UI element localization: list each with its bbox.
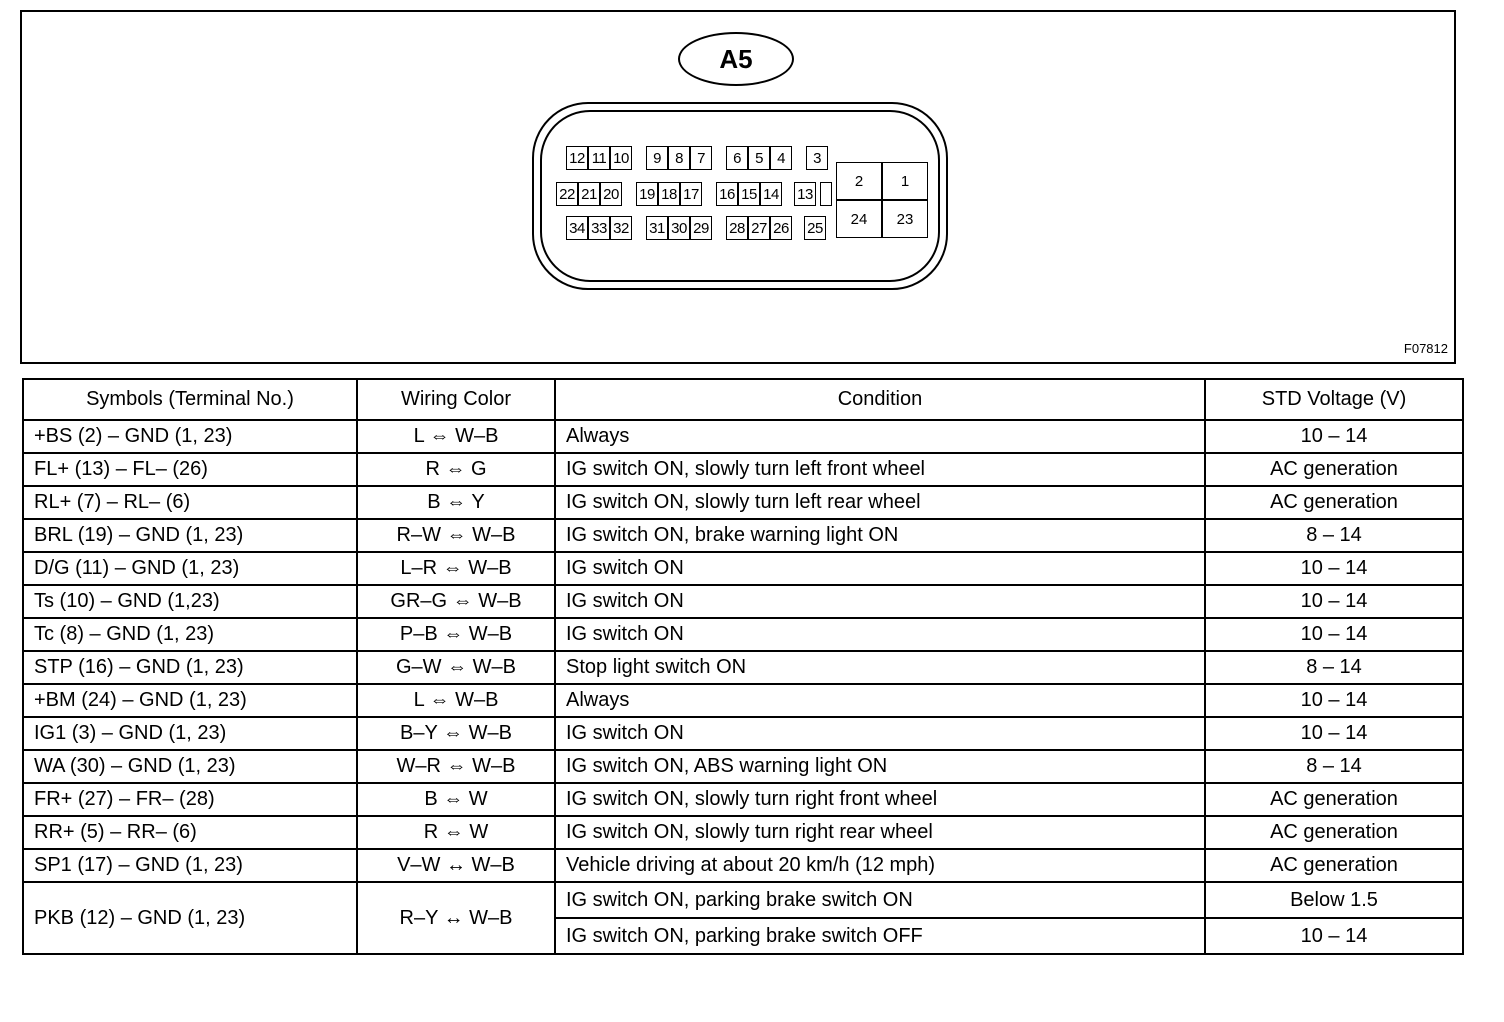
pin-33: 33 <box>588 216 610 240</box>
pin-16: 16 <box>716 182 738 206</box>
cell-std-voltage: 8 – 14 <box>1205 519 1463 552</box>
pkb-wiring-color: R–Y ↔ W–B <box>357 882 555 954</box>
cell-condition: IG switch ON <box>555 585 1205 618</box>
table-row <box>23 717 1463 750</box>
cell-wiring-color: L ⇔ W–B <box>357 684 555 717</box>
cell-wiring-color: G–W ⇔ W–B <box>357 651 555 684</box>
pin-11: 11 <box>588 146 610 170</box>
cell-std-voltage: 8 – 14 <box>1205 651 1463 684</box>
cell-std-voltage: AC generation <box>1205 849 1463 882</box>
table-body <box>23 420 1463 954</box>
cell-symbol: Tc (8) – GND (1, 23) <box>23 618 357 651</box>
table-header-row <box>23 379 1463 420</box>
cell-std-voltage: AC generation <box>1205 816 1463 849</box>
pin-15: 15 <box>738 182 760 206</box>
table-row <box>23 486 1463 519</box>
table-row <box>23 585 1463 618</box>
cell-std-voltage: AC generation <box>1205 486 1463 519</box>
pin-19: 19 <box>636 182 658 206</box>
cell-std-voltage: 10 – 14 <box>1205 585 1463 618</box>
cell-condition: IG switch ON, slowly turn right front wheel <box>555 783 1205 816</box>
cell-wiring-color: L–R ⇔ W–B <box>357 552 555 585</box>
cell-condition: IG switch ON, slowly turn right rear wheel <box>555 816 1205 849</box>
cell-condition: IG switch ON <box>555 618 1205 651</box>
pkb-voltage-off: 10 – 14 <box>1205 918 1463 954</box>
figure-code: F07812 <box>1403 341 1448 356</box>
cell-wiring-color: B ⇔ W <box>357 783 555 816</box>
pin-2: 2 <box>836 162 882 200</box>
cell-std-voltage: 10 – 14 <box>1205 420 1463 453</box>
pin-24: 24 <box>836 200 882 238</box>
cell-std-voltage: 10 – 14 <box>1205 618 1463 651</box>
table-row-pkb-on <box>23 882 1463 918</box>
pin-10: 10 <box>610 146 632 170</box>
cell-wiring-color: R ⇔ G <box>357 453 555 486</box>
table-row <box>23 783 1463 816</box>
cell-wiring-color: B–Y ⇔ W–B <box>357 717 555 750</box>
pin-21: 21 <box>578 182 600 206</box>
cell-symbol: SP1 (17) – GND (1, 23) <box>23 849 357 882</box>
cell-wiring-color: W–R ⇔ W–B <box>357 750 555 783</box>
pin-5: 5 <box>748 146 770 170</box>
pin-31: 31 <box>646 216 668 240</box>
table-row <box>23 750 1463 783</box>
pin-6: 6 <box>726 146 748 170</box>
cell-std-voltage: AC generation <box>1205 783 1463 816</box>
pin-7: 7 <box>690 146 712 170</box>
header-condition: Condition <box>555 379 1205 420</box>
cell-wiring-color: B ⇔ Y <box>357 486 555 519</box>
cell-symbol: FR+ (27) – FR– (28) <box>23 783 357 816</box>
pin-3: 3 <box>806 146 828 170</box>
connector-key-slot <box>820 182 832 206</box>
pin-12: 12 <box>566 146 588 170</box>
voltage-table <box>22 378 1464 955</box>
cell-condition: IG switch ON <box>555 717 1205 750</box>
table-row <box>23 552 1463 585</box>
pin-22: 22 <box>556 182 578 206</box>
cell-symbol: +BM (24) – GND (1, 23) <box>23 684 357 717</box>
table-row <box>23 453 1463 486</box>
cell-condition: Always <box>555 420 1205 453</box>
cell-condition: IG switch ON, ABS warning light ON <box>555 750 1205 783</box>
pin-18: 18 <box>658 182 680 206</box>
cell-condition: Stop light switch ON <box>555 651 1205 684</box>
cell-symbol: Ts (10) – GND (1,23) <box>23 585 357 618</box>
connector-housing <box>532 102 948 290</box>
pin-26: 26 <box>770 216 792 240</box>
pin-20: 20 <box>600 182 622 206</box>
table-row <box>23 684 1463 717</box>
cell-std-voltage: 8 – 14 <box>1205 750 1463 783</box>
cell-condition: Vehicle driving at about 20 km/h (12 mph) <box>555 849 1205 882</box>
pin-1: 1 <box>882 162 928 200</box>
cell-symbol: +BS (2) – GND (1, 23) <box>23 420 357 453</box>
pkb-condition-on: IG switch ON, parking brake switch ON <box>555 882 1205 918</box>
pkb-voltage-on: Below 1.5 <box>1205 882 1463 918</box>
pin-8: 8 <box>668 146 690 170</box>
pin-17: 17 <box>680 182 702 206</box>
table-row <box>23 420 1463 453</box>
pkb-condition-off: IG switch ON, parking brake switch OFF <box>555 918 1205 954</box>
pin-13: 13 <box>794 182 816 206</box>
pkb-symbol: PKB (12) – GND (1, 23) <box>23 882 357 954</box>
cell-std-voltage: 10 – 14 <box>1205 684 1463 717</box>
connector-label: A5 <box>678 32 794 86</box>
pin-27: 27 <box>748 216 770 240</box>
cell-std-voltage: 10 – 14 <box>1205 717 1463 750</box>
cell-symbol: D/G (11) – GND (1, 23) <box>23 552 357 585</box>
cell-symbol: STP (16) – GND (1, 23) <box>23 651 357 684</box>
table-row <box>23 816 1463 849</box>
table-row <box>23 519 1463 552</box>
pin-4: 4 <box>770 146 792 170</box>
cell-wiring-color: L ⇔ W–B <box>357 420 555 453</box>
header-std-voltage: STD Voltage (V) <box>1205 379 1463 420</box>
header-wiring-color: Wiring Color <box>357 379 555 420</box>
connector-diagram-panel <box>20 10 1456 364</box>
table-row <box>23 651 1463 684</box>
header-symbols: Symbols (Terminal No.) <box>23 379 357 420</box>
cell-std-voltage: 10 – 14 <box>1205 552 1463 585</box>
pin-23: 23 <box>882 200 928 238</box>
pin-29: 29 <box>690 216 712 240</box>
pin-14: 14 <box>760 182 782 206</box>
pin-30: 30 <box>668 216 690 240</box>
table-row <box>23 618 1463 651</box>
table-row <box>23 849 1463 882</box>
cell-symbol: RR+ (5) – RR– (6) <box>23 816 357 849</box>
cell-wiring-color: V–W ↔ W–B <box>357 849 555 882</box>
cell-condition: IG switch ON, brake warning light ON <box>555 519 1205 552</box>
cell-wiring-color: R ⇔ W <box>357 816 555 849</box>
cell-symbol: WA (30) – GND (1, 23) <box>23 750 357 783</box>
cell-symbol: IG1 (3) – GND (1, 23) <box>23 717 357 750</box>
pin-32: 32 <box>610 216 632 240</box>
cell-std-voltage: AC generation <box>1205 453 1463 486</box>
cell-wiring-color: R–W ⇔ W–B <box>357 519 555 552</box>
cell-symbol: BRL (19) – GND (1, 23) <box>23 519 357 552</box>
cell-condition: IG switch ON, slowly turn left rear wheel <box>555 486 1205 519</box>
cell-wiring-color: P–B ⇔ W–B <box>357 618 555 651</box>
cell-wiring-color: GR–G ⇔ W–B <box>357 585 555 618</box>
cell-condition: IG switch ON <box>555 552 1205 585</box>
cell-condition: Always <box>555 684 1205 717</box>
pin-25: 25 <box>804 216 826 240</box>
cell-symbol: FL+ (13) – FL– (26) <box>23 453 357 486</box>
cell-symbol: RL+ (7) – RL– (6) <box>23 486 357 519</box>
cell-condition: IG switch ON, slowly turn left front wheel <box>555 453 1205 486</box>
pin-28: 28 <box>726 216 748 240</box>
pin-34: 34 <box>566 216 588 240</box>
pin-9: 9 <box>646 146 668 170</box>
